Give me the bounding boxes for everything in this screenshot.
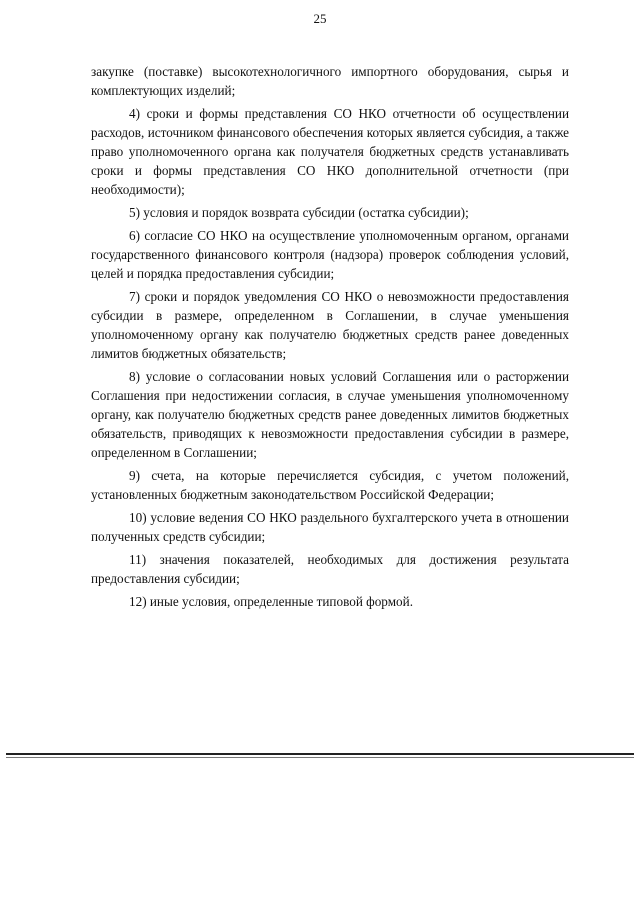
list-item-4: 4) сроки и формы представления СО НКО отчетности об осуществлении расходов, источником финансового обеспечения которых является субсидия, а также право уполномоченного органа как получателя бюджетных средств устанавливать сроки и формы представления СО НКО дополнительной отчетности (при необходимости); <box>91 106 569 197</box>
document-body <box>91 62 569 611</box>
list-item-6: 6) согласие СО НКО на осуществление уполномоченным органом, органами государственного финансового контроля (надзора) проверок соблюдения условий, целей и порядка предоставления субсидии; <box>91 228 569 281</box>
list-item-11: 11) значения показателей, необходимых для достижения результата предоставления субсидии; <box>91 552 569 586</box>
page-bottom-rule <box>6 753 634 755</box>
list-item-8: 8) условие о согласовании новых условий Соглашения или о расторжении Соглашения при недостижении согласия, в случае уменьшения уполномоченному органу, как получателю бюджетных средств ранее доведенных лимитов бюджетных обязательств, приводящих к невозможности предоставления субсидии в размере, определенном в Соглашении; <box>91 369 569 460</box>
page-bottom-rule-shadow <box>6 757 634 758</box>
list-item-5: 5) условия и порядок возврата субсидии (остатка субсидии); <box>129 205 469 220</box>
page-number: 25 <box>313 11 327 26</box>
list-item-10: 10) условие ведения СО НКО раздельного бухгалтерского учета в отношении полученных средств субсидии; <box>91 510 569 544</box>
list-item-9: 9) счета, на которые перечисляется субсидия, с учетом положений, установленных бюджетным законодательством Российской Федерации; <box>91 468 569 502</box>
list-item-12: 12) иные условия, определенные типовой формой. <box>129 594 413 609</box>
list-item-7: 7) сроки и порядок уведомления СО НКО о невозможности предоставления субсидии в размере, определенном в Соглашении, в случае уменьшения уполномоченному органу как получателю бюджетных средств ранее доведенных лимитов бюджетных обязательств; <box>91 289 569 361</box>
paragraph-continuation: закупке (поставке) высокотехнологичного импортного оборудования, сырья и комплектующих изделий; <box>91 64 569 98</box>
